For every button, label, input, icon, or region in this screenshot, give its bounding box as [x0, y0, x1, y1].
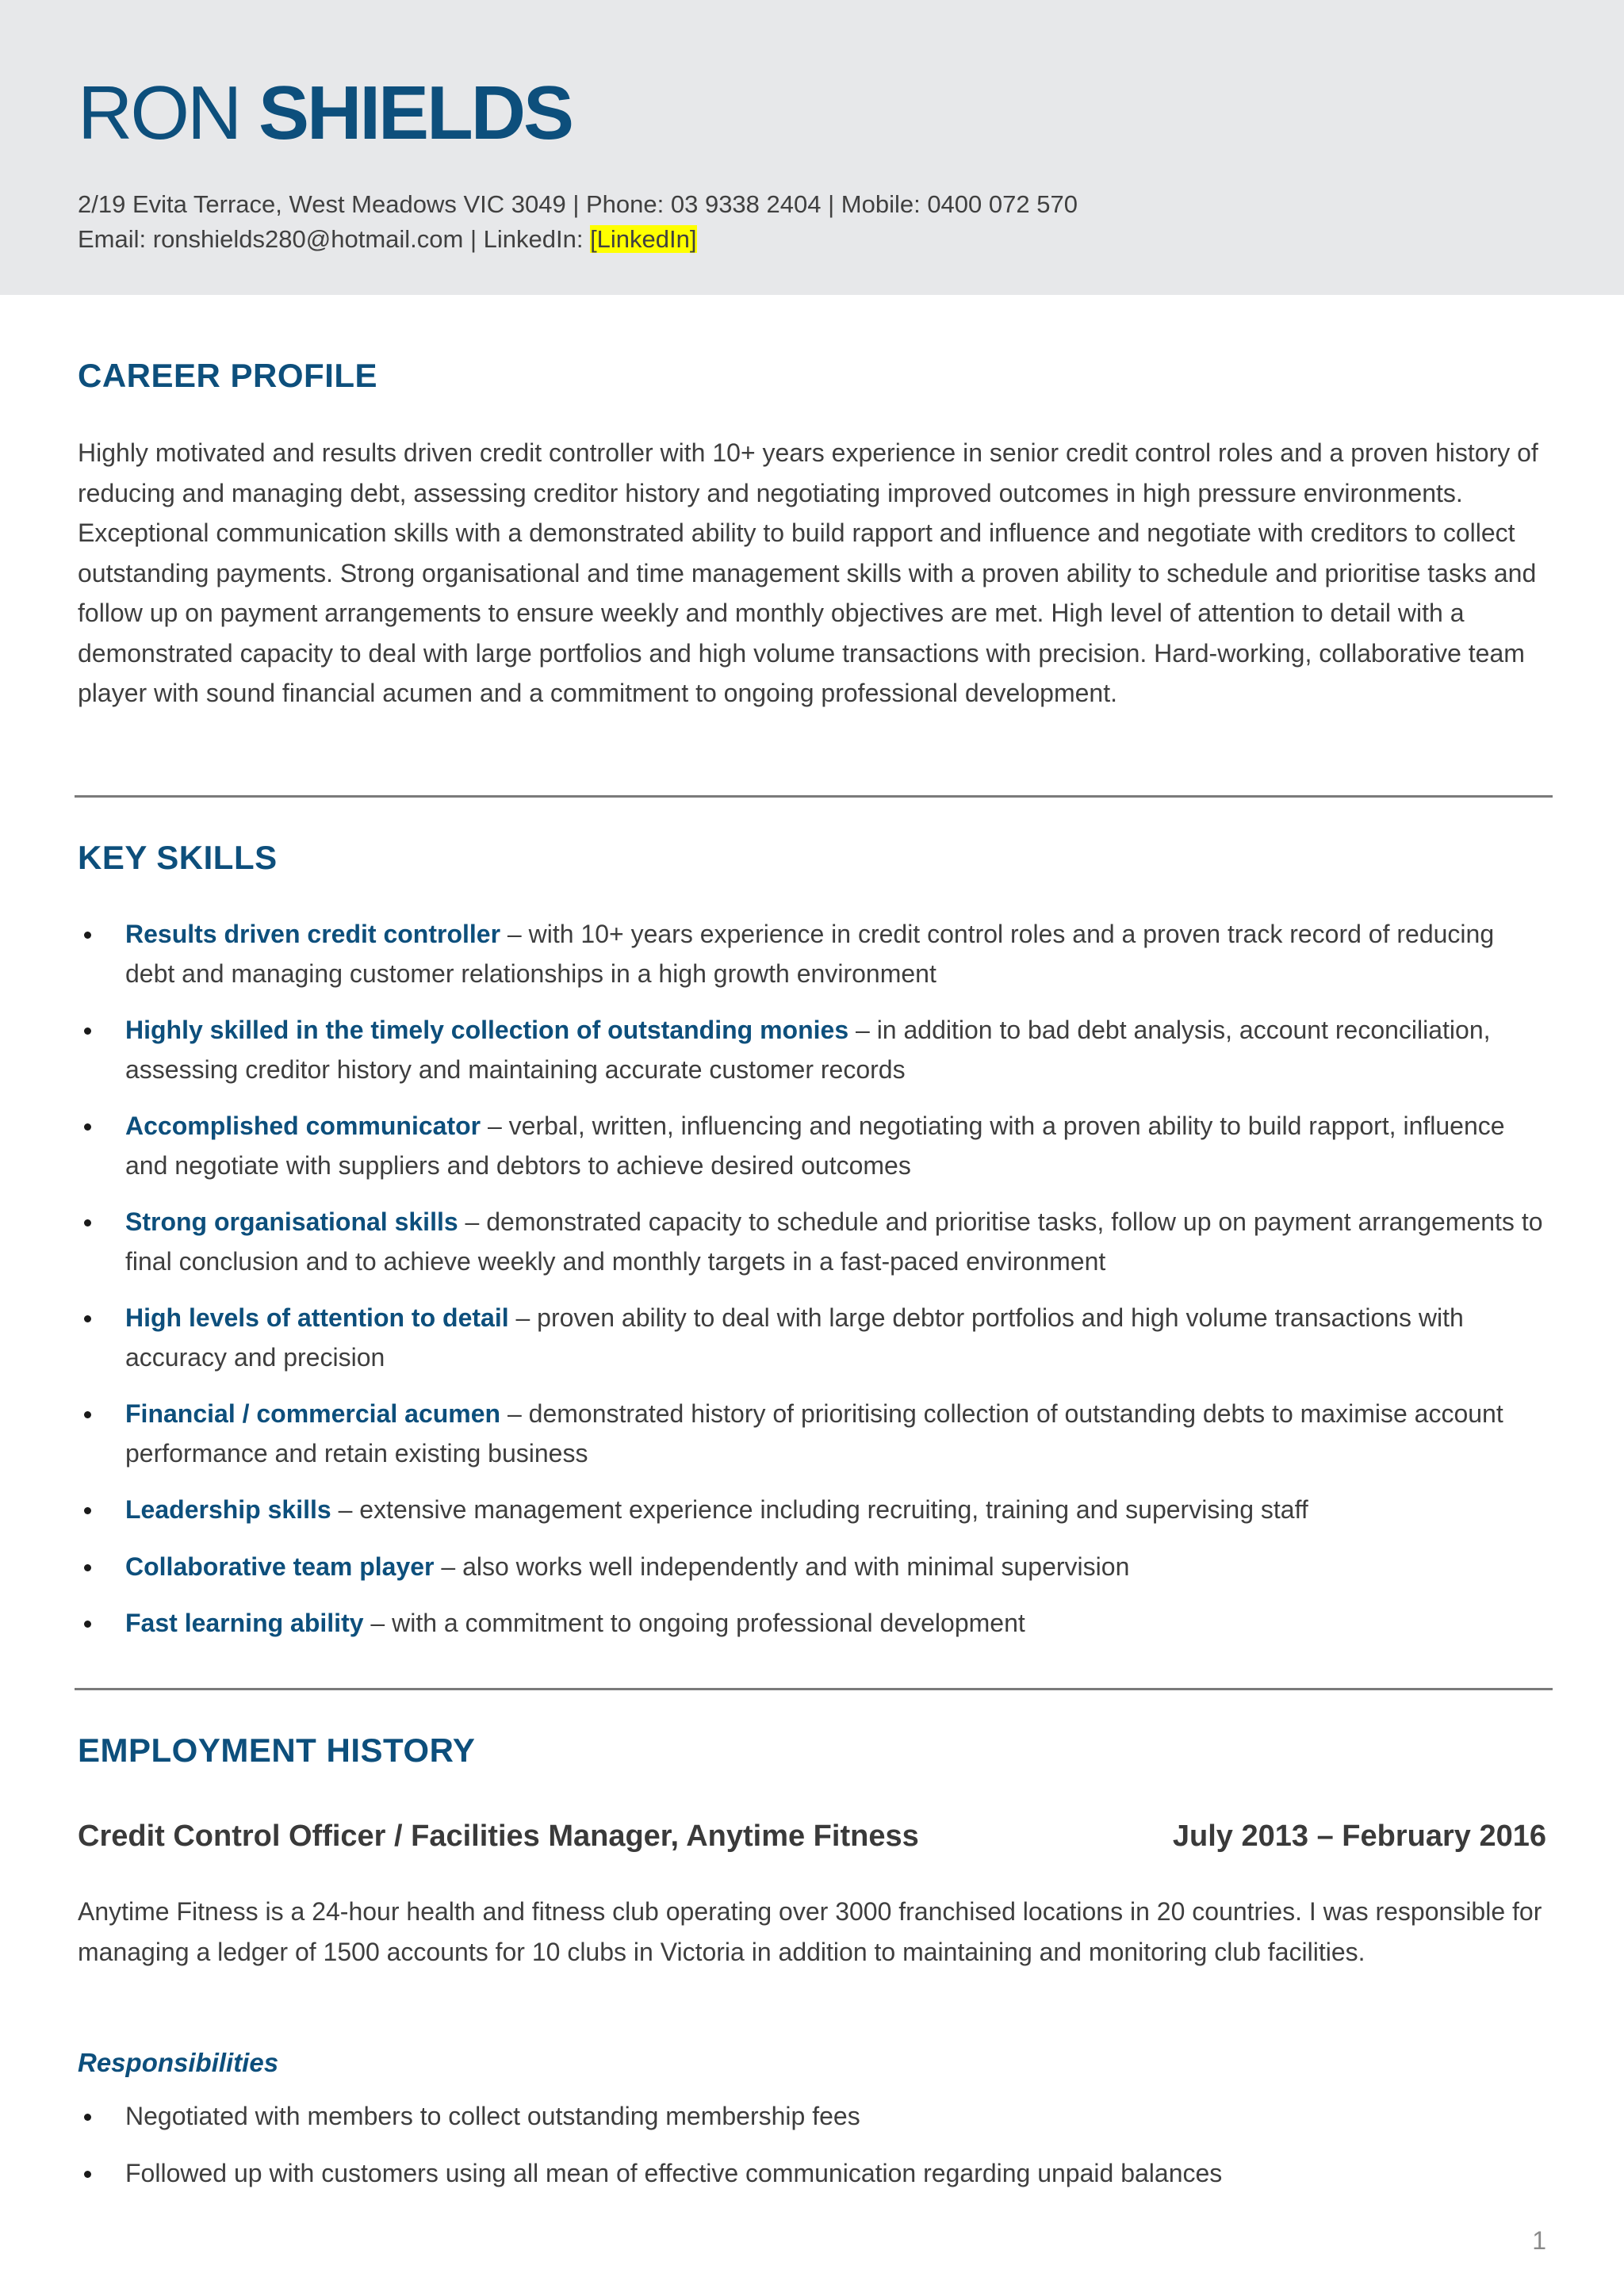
- skill-title: Accomplished communicator: [125, 1112, 481, 1140]
- skill-title: Financial / commercial acumen: [125, 1399, 501, 1428]
- first-name: RON: [78, 71, 240, 155]
- skill-item: [78, 1011, 1545, 1089]
- section-divider: [75, 1688, 1553, 1690]
- job-description: Anytime Fitness is a 24-hour health and fitness club operating over 3000 franchised locations in 20 countries. I was responsible for managing a ledger of 1500 accounts for 10 clubs in Victoria in addition to maintaining and monitoring club facilities.: [78, 1897, 1542, 1966]
- skill-title: High levels of attention to detail: [125, 1303, 509, 1332]
- skill-title: Collaborative team player: [125, 1552, 435, 1581]
- job-title: Credit Control Officer / Facilities Manager, Anytime Fitness: [78, 1820, 919, 1853]
- skill-description: – extensive management experience including recruiting, training and supervising staff: [331, 1495, 1308, 1524]
- employment-history-heading: EMPLOYMENT HISTORY: [78, 1732, 476, 1769]
- section-divider: [75, 795, 1553, 798]
- linkedin-placeholder: [LinkedIn]: [590, 225, 697, 253]
- skill-description: – with 10+ years experience in credit control roles and a proven track record of reducing debt and managing customer relationships in a high growth environment: [125, 920, 1495, 988]
- career-profile-text: Highly motivated and results driven credit controller with 10+ years experience in senior credit control roles and a proven history of reducing and managing debt, assessing creditor history and negotiating improved outcomes in high pressure environments. Exceptional communication skills with a demonstrated ability to build rapport and influence and negotiate with creditors to collect outstanding payments. Strong organisational and time management skills with a proven ability to schedule and prioritise tasks and follow up on payment arrangements to ensure weekly and monthly objectives are met. High level of attention to detail with a demonstrated capacity to deal with large portfolios and high volume transactions with precision. Hard-working, collaborative team player with sound financial acumen and a commitment to ongoing professional development.: [78, 438, 1538, 707]
- career-profile-heading: CAREER PROFILE: [78, 357, 378, 394]
- skill-description: – verbal, written, influencing and negotiating with a proven ability to build rapport, influence and negotiate with suppliers and debtors to achieve desired outcomes: [125, 1112, 1505, 1180]
- skill-item: [78, 1604, 1545, 1644]
- skill-item: [78, 1107, 1545, 1185]
- skill-description: – in addition to bad debt analysis, account reconciliation, assessing creditor history and maintaining accurate customer records: [125, 1016, 1491, 1084]
- skill-item: [78, 1203, 1545, 1281]
- job-header: [78, 1816, 1546, 1857]
- email-text: Email: ronshields280@hotmail.com | LinkedIn:: [78, 225, 591, 253]
- skill-description: – with a commitment to ongoing professional development: [363, 1609, 1025, 1637]
- skill-title: Results driven credit controller: [125, 920, 501, 948]
- email-line: [78, 222, 697, 257]
- job-dates: July 2013 – February 2016: [1172, 1820, 1546, 1853]
- skill-title: Leadership skills: [125, 1495, 331, 1524]
- page-number: 1: [1532, 2226, 1546, 2255]
- last-name: SHIELDS: [259, 71, 573, 155]
- skill-title: Fast learning ability: [125, 1609, 364, 1637]
- responsibility-item: Followed up with customers using all mean of effective communication regarding unpaid balances: [78, 2154, 1545, 2194]
- skill-item: [78, 1395, 1545, 1473]
- address-line: 2/19 Evita Terrace, West Meadows VIC 3049 | Phone: 03 9338 2404 | Mobile: 0400 072 570: [78, 190, 1078, 218]
- responsibilities-list: [78, 2097, 1545, 2210]
- skill-title: Highly skilled in the timely collection of outstanding monies: [125, 1016, 849, 1044]
- skill-item: [78, 1548, 1545, 1587]
- skill-description: – demonstrated history of prioritising collection of outstanding debts to maximise account performance and retain existing business: [125, 1399, 1503, 1468]
- skill-item: [78, 915, 1545, 993]
- skill-item: [78, 1299, 1545, 1377]
- key-skills-heading: KEY SKILLS: [78, 839, 278, 876]
- responsibility-item: Negotiated with members to collect outstanding membership fees: [78, 2097, 1545, 2137]
- candidate-name: [78, 70, 572, 157]
- skill-item: [78, 1490, 1545, 1530]
- skill-title: Strong organisational skills: [125, 1207, 458, 1236]
- responsibilities-heading: Responsibilities: [78, 2048, 279, 2077]
- skill-description: – also works well independently and with minimal supervision: [434, 1552, 1130, 1581]
- key-skills-list: [78, 915, 1545, 1661]
- skill-description: – demonstrated capacity to schedule and prioritise tasks, follow up on payment arrangements to final conclusion and to achieve weekly and monthly targets in a fast-paced environment: [125, 1207, 1543, 1276]
- skill-description: – proven ability to deal with large debtor portfolios and high volume transactions with accuracy and precision: [125, 1303, 1464, 1372]
